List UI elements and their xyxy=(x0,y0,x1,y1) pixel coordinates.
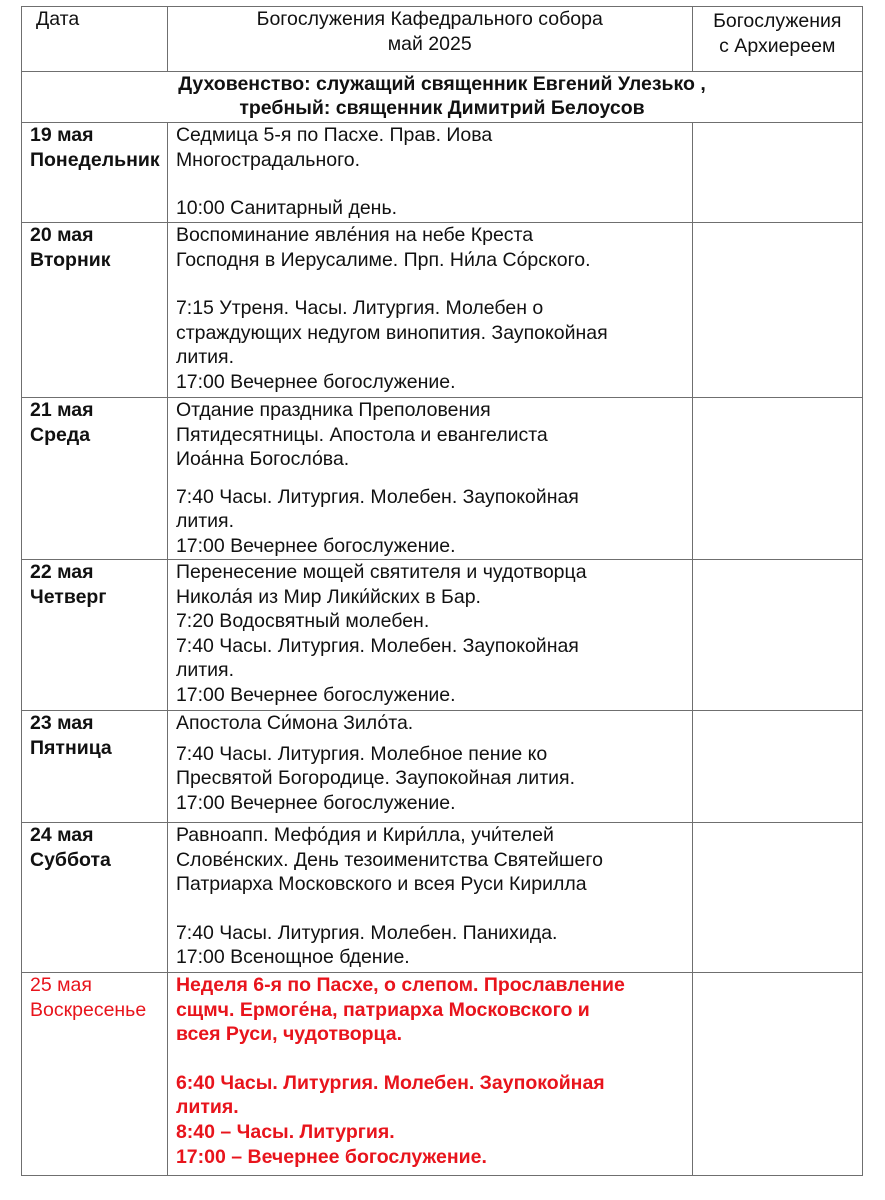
header-title: Богослужения Кафедрального собора май 2025 xyxy=(167,7,692,72)
table-row xyxy=(22,560,863,711)
date-cell: 21 мая Среда xyxy=(22,398,168,560)
bishop-cell xyxy=(692,823,862,973)
table-row xyxy=(22,123,863,223)
table-header-row xyxy=(22,7,863,72)
bishop-cell xyxy=(692,560,862,711)
date-cell: 24 мая Суббота xyxy=(22,823,168,973)
header-bishop: Богослужения с Архиереем xyxy=(692,7,862,72)
date-cell: 23 мая Пятница xyxy=(22,711,168,823)
bishop-cell xyxy=(692,123,862,223)
service-cell: Перенесение мощей святителя и чудотворца Никола́я из Мир Лики́йских в Бар. 7:20 Водосвятный молебен. 7:40 Часы. Литургия. Молебен. Заупокойная лития. 17:00 Вечернее богослужение. xyxy=(167,560,692,711)
bishop-cell xyxy=(692,223,862,398)
header-date: Дата xyxy=(22,7,168,72)
date-cell: 22 мая Четверг xyxy=(22,560,168,711)
table-row xyxy=(22,823,863,973)
service-cell: Отдание праздника Преполовения Пятидесятницы. Апостола и евангелиста Иоа́нна Богосло́ва. 7:40 Часы. Литургия. Молебен. Заупокойная лития. 17:00 Вечернее богослужение. xyxy=(167,398,692,560)
table-row xyxy=(22,223,863,398)
bishop-cell xyxy=(692,973,862,1176)
clergy-cell: Духовенство: служащий священник Евгений Улезько , требный: священник Димитрий Белоусов xyxy=(22,72,863,123)
bishop-cell xyxy=(692,711,862,823)
clergy-row xyxy=(22,72,863,123)
service-cell: Воспоминание явле́ния на небе Креста Господня в Иерусалиме. Прп. Ни́ла Со́рского. 7:15 Утреня. Часы. Литургия. Молебен о страждующих недугом винопития. Заупокойная лития. 17:00 Вечернее богослужение. xyxy=(167,223,692,398)
service-cell: Апостола Си́мона Зило́та. 7:40 Часы. Литургия. Молебное пение ко Пресвятой Богородице. Заупокойная лития. 17:00 Вечернее богослужение. xyxy=(167,711,692,823)
service-cell: Неделя 6-я по Пасхе, о слепом. Прославление сщмч. Ермоге́на, патриарха Московского и всея Руси, чудотворца. 6:40 Часы. Литургия. Молебен. Заупокойная лития. 8:40 – Часы. Литургия. 17:00 – Вечернее богослужение. xyxy=(167,973,692,1176)
bishop-cell xyxy=(692,398,862,560)
table-row xyxy=(22,711,863,823)
service-cell: Седмица 5-я по Пасхе. Прав. Иова Многострадального. 10:00 Санитарный день. xyxy=(167,123,692,223)
date-cell: 19 мая Понедельник xyxy=(22,123,168,223)
service-cell: Равноапп. Мефо́дия и Кири́лла, учи́телей Слове́нских. День тезоименитства Святейшего Патриарха Московского и всея Руси Кирилла 7:40 Часы. Литургия. Молебен. Панихида. 17:00 Всенощное бдение. xyxy=(167,823,692,973)
date-cell: 25 мая Воскресенье xyxy=(22,973,168,1176)
table-row-sunday xyxy=(22,973,863,1176)
date-cell: 20 мая Вторник xyxy=(22,223,168,398)
table-row xyxy=(22,398,863,560)
schedule-table xyxy=(21,6,863,1176)
